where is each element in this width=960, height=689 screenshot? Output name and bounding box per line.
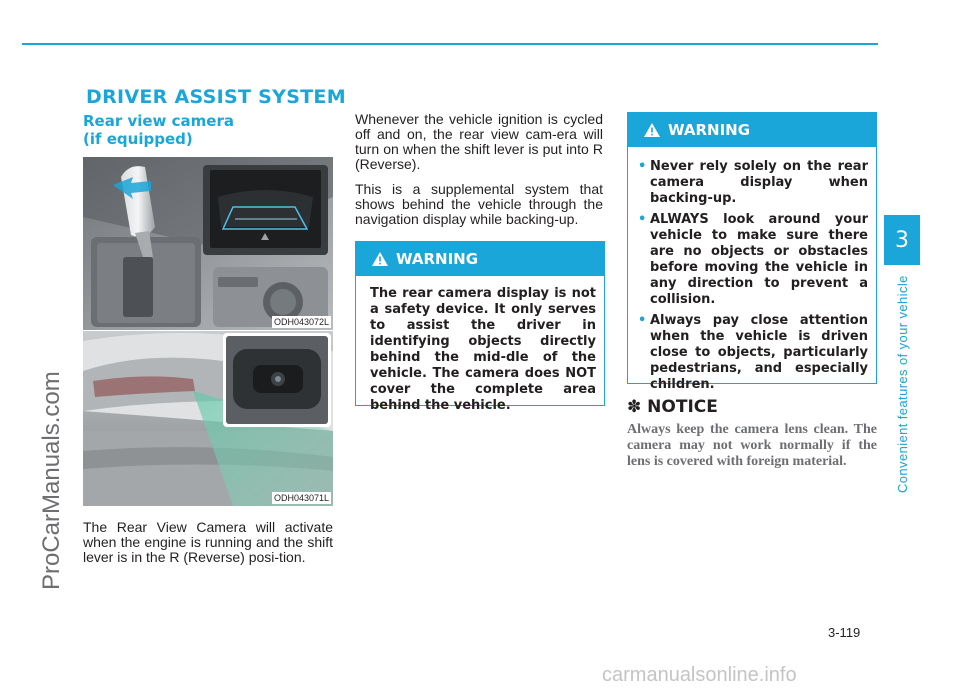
chapter-name: Convenient features of your vehicle (895, 275, 910, 493)
page-number: 3-119 (828, 625, 861, 640)
notice-text: Always keep the camera lens clean. The camera may not work normally if the lens is covered with foreign material. (627, 422, 877, 469)
topic-heading-line1: Rear view camera (83, 112, 234, 130)
shift-lever-camera-figure (83, 157, 333, 330)
topic-heading-line2: (if equipped) (83, 130, 193, 148)
warning-triangle-icon (644, 123, 660, 137)
figure1-code: ODH043072L (273, 317, 329, 327)
ignition-paragraph: Whenever the vehicle ignition is cycled off and on, the rear view cam-era will turn on when the shift lever is put into R (Reverse). (355, 111, 603, 172)
topic-heading (83, 112, 234, 148)
warning-label: WARNING (668, 121, 751, 139)
warning-bullet-list (628, 147, 876, 406)
list-item (638, 212, 868, 308)
supplemental-paragraph: This is a supplemental system that shows behind the vehicle through the navigation display while backing-up. (355, 181, 603, 227)
bullet-icon: • (638, 159, 647, 174)
shift-lever-illustration (83, 157, 333, 330)
side-watermark: ProCarManuals.com (38, 371, 65, 590)
bullet-icon: • (638, 313, 647, 328)
rear-camera-location-figure (83, 331, 333, 506)
rear-car-illustration (83, 331, 333, 506)
warning-box-backing (627, 112, 877, 392)
list-item (638, 159, 868, 207)
bottom-watermark: carmanualsonline.info (602, 664, 797, 686)
bullet-text: Never rely solely on the rear camera display when backing-up. (650, 159, 868, 206)
warning-header (628, 113, 876, 147)
chapter-tab (884, 215, 920, 265)
figure2-code: ODH043071L (273, 493, 329, 503)
bullet-icon: • (638, 212, 647, 227)
warning-box-safety (355, 241, 605, 413)
camera-activation-text: The Rear View Camera will activate when the engine is running and the shift lever is in the R (Reverse) posi-tion. (83, 519, 333, 565)
bullet-text: Always pay close attention when the vehicle is driven close to objects, particularly pedestrians, and especially children. (650, 313, 868, 392)
warning-header (356, 242, 604, 276)
chapter-number: 3 (895, 227, 909, 253)
warning-text: The rear camera display is not a safety device. It only serves to assist the driver in identifying objects directly behind the mid-dle of the vehicle. The camera does NOT cover the complete area behind the vehicle. (370, 286, 596, 413)
warning-triangle-icon (372, 252, 388, 266)
notice-heading: ✽ NOTICE (627, 397, 718, 417)
warning-label: WARNING (396, 250, 479, 268)
section-title: DRIVER ASSIST SYSTEM (86, 86, 346, 108)
header-rule (22, 43, 878, 45)
list-item (638, 313, 868, 393)
bullet-text: ALWAYS look around your vehicle to make sure there are no objects or obstacles before moving the vehicle in any direction to prevent a collision. (650, 212, 868, 307)
